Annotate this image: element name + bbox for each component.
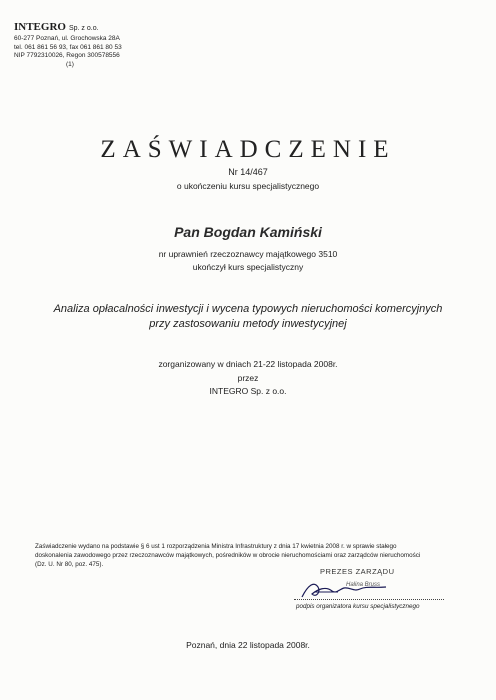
certificate-title: ZAŚWIADCZENIE [100, 136, 396, 163]
course-title-line-2: przy zastosowaniu metody inwestycyjnej [149, 318, 347, 330]
legal-basis-line-3: (Dz. U. Nr 80, poz. 475). [35, 561, 104, 568]
signature-block [294, 567, 484, 610]
certificate-number: Nr 14/467 [228, 167, 268, 177]
legal-basis-line-1: Zaświadczenie wydano na podstawie § 6 ust 1 rozporządzenia Ministra Infrastruktury z dnia 17 kwietnia 2008 r. w sprawie stałego [35, 543, 397, 550]
stamp-mark: (1) [66, 60, 74, 68]
certificate-subtitle: o ukończeniu kursu specjalistycznego [176, 181, 320, 191]
organized-dates: zorganizowany w dniach 21-22 listopada 2008r. [158, 359, 338, 369]
recipient-name: Pan Bogdan Kamiński [174, 224, 322, 240]
stamp-company-suffix: Sp. z o.o. [68, 25, 99, 32]
stamp-phone: tel. 061 861 56 93, fax 061 861 80 53 [14, 43, 122, 51]
qualification-line-2: ukończył kurs specjalistyczny [192, 262, 304, 272]
stamp-address: 60-277 Poznań, ul. Grochowska 28A [14, 35, 120, 42]
legal-basis [35, 542, 475, 569]
company-stamp [14, 18, 122, 68]
signatory-name: Halina Bruss [346, 582, 381, 588]
stamp-company-name: INTEGRO [14, 21, 66, 33]
stamp-ids: NIP 7792310026, Regon 300578556 [14, 52, 120, 59]
signatory-role: PREZES ZARZĄDU [320, 567, 395, 576]
organizer-name: INTEGRO Sp. z o.o. [209, 386, 287, 396]
signature-line [294, 599, 444, 600]
signature-caption: podpis organizatora kursu specjalistycznego [296, 603, 420, 610]
qualification-line-1: nr uprawnień rzeczoznawcy majątkowego 3510 [158, 249, 338, 259]
course-title-line-1: Analiza opłacalności inwestycji i wycena typowych nieruchomości komercyjnych [53, 303, 443, 315]
by-label: przez [237, 373, 259, 383]
legal-basis-line-2: doskonalenia zawodowego przez rzeczoznawców majątkowych, pośredników w obrocie nieruchomościami oraz zarządców nieruchomości [35, 552, 421, 559]
place-and-date: Poznań, dnia 22 listopada 2008r. [186, 640, 310, 650]
